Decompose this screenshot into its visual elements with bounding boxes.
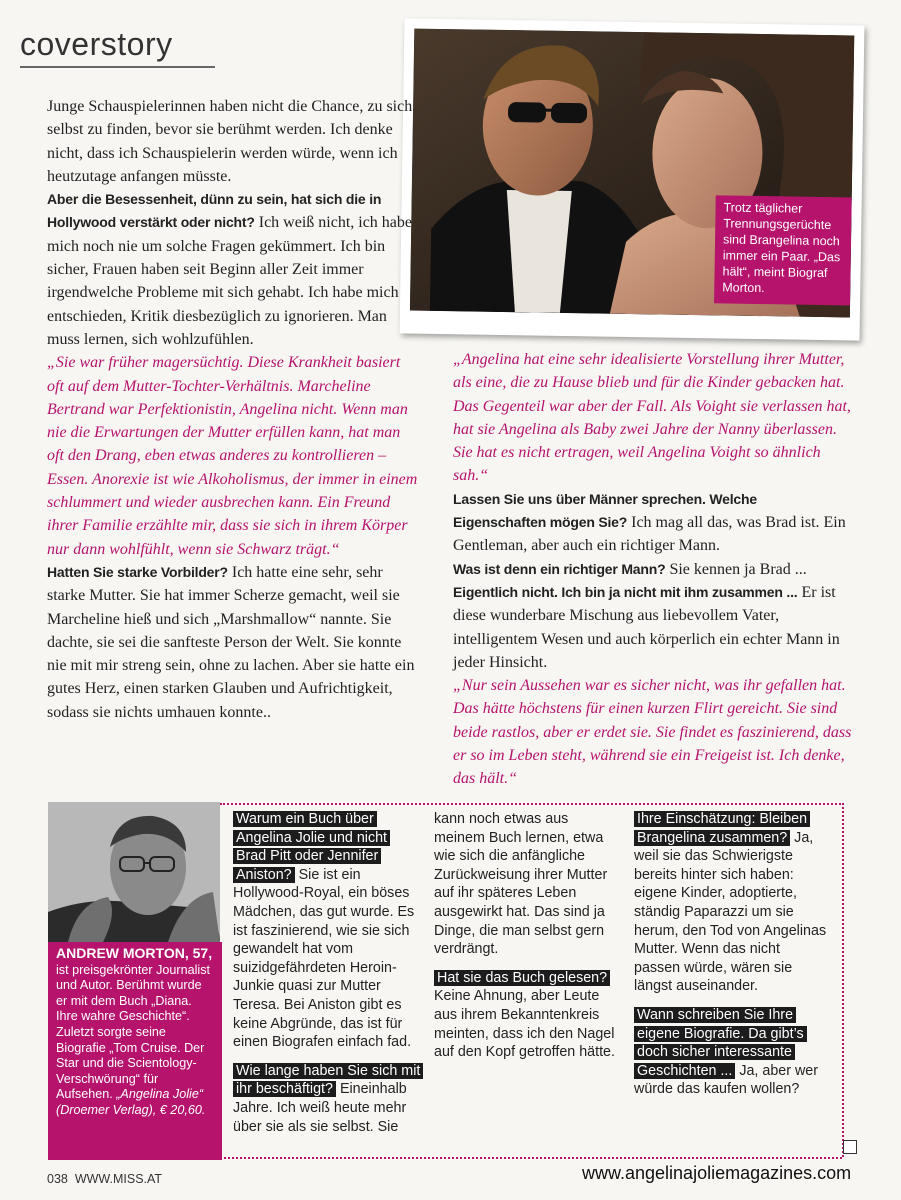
interview-box-bottom-border [220,1157,842,1159]
interview-column-3 [634,810,828,1099]
interview-question: Aber die Besessenheit, dünn zu sein, hat sich die in Hollywood verstärkt oder nicht? [47,191,382,231]
interview-question-highlight: Wie lange haben Sie sich mit ihr beschäftigt? [233,1063,423,1098]
interview-question: Was ist denn ein richtiger Mann? [453,560,666,577]
interview-item [434,969,622,1062]
page-footer [47,1172,162,1186]
pull-quote: „Sie war früher magersüchtig. Diese Krankheit basiert oft auf dem Mutter-Tochter-Verhältnis. Marcheline Bertrand war Perfektionistin, Angelina nicht. Wenn man nie die Erwartungen der Mutter erfüllen kann, hat man oft den Drang, eben etwas anderes zu kontrollieren – Essen. Anorexie ist wie Alkoholismus, der immer in einem schlummert und wieder ausbrechen kann. Ein Freund ihrer Familie erzählte mir, dass sie sich in ihrem Körper nur dann wohlfühlt, wenn sie Schwarz trägt.“ [47,354,418,558]
interview-answer: Eineinhalb Jahre. Ich weiß heute mehr über sie als sie selbst. Sie [233,1081,407,1135]
interview-item [233,810,421,1052]
interview-item [233,1062,421,1136]
interview-answer: Ich weiß nicht, ich habe mich noch nie um solche Fragen gekümmert. Ich bin sicher, Frauen haben seit Beginn aller Zeit immer irgendwelche Probleme mit sich gehabt. Ich habe mich entschieden, Kritik diesbezüglich zu ignorieren. Man muss lernen, sich wohlzufühlen. [47,214,413,348]
interview-answer: Sie ist ein Hollywood-Royal, ein böses Mädchen, das gut wurde. Es ist faszinierend, wie sie sich gewandelt hat vom suizidgefährdeten Heroin-Junkie quasi zur Mutter Teresa. Bei Aniston gibt es keine Abgründe, das ist für einen Biografen einfach fad. [233,866,415,1051]
pull-quote: „Nur sein Aussehen war es sicher nicht, was ihr gefallen hat. Das hätte höchstens für einen kurzen Flirt gereicht. Sie sind beide rastlos, aber er erdet sie. Sie findet es faszinierend, dass er so im Leben steht, während sie ein Freigeist ist. Ich denke, das hält.“ [453,677,852,788]
interview-question: Hatten Sie starke Vorbilder? [47,563,228,580]
book-info: „Angelina Jolie“ (Droemer Verlag), € 20,60. [56,1087,206,1117]
author-bio [48,942,222,1160]
interview-column-2 [434,810,622,1062]
article-paragraph [453,581,853,674]
section-title: coverstory [20,26,173,62]
article-paragraph [453,558,853,581]
article-paragraph [47,561,419,724]
article-column-right [453,348,853,791]
section-rule [20,66,215,68]
interview-answer: Ja, weil sie das Schwierigste bereits hinter sich haben: eigene Kinder, adoptierte, ständig Paparazzi um sie herum, den Tod von Angelinas Mutter. Wenn das nicht passen würde, wären sie längst auseinander. [634,829,827,995]
interview-answer: Sie kennen ja Brad ... [665,560,807,578]
magazine-site: WWW.MISS.AT [74,1172,163,1186]
interview-question-highlight: Ihre Einschätzung: Bleiben Brangelina zusammen? [634,811,810,846]
interview-item [634,1006,828,1099]
interview-answer-continued: kann noch etwas aus meinem Buch lernen, etwa wie sich die anfängliche Zurückweisung ihrer Mutter auf ihr späteres Leben ausgewirkt hat. Das sind ja Dinge, die man selbst gern verdrängt. [434,811,608,958]
interview-question: Lassen Sie uns über Männer sprechen. Welche Eigenschaften mögen Sie? [453,490,757,531]
interview-question-highlight: Warum ein Buch über Angelina Jolie und nicht Brad Pitt oder Jennifer Aniston? [233,811,390,883]
author-portrait [48,802,220,942]
article-paragraph [47,188,419,351]
interview-question: Eigentlich nicht. Ich bin ja nicht mit ihm zusammen ... [453,583,798,600]
author-portrait-illustration [48,802,220,942]
author-name: ANDREW MORTON, 57, [56,945,213,961]
interview-column-1 [233,810,421,1136]
page-number: 038 [47,1172,68,1186]
interview-answer: Ich hatte eine sehr, sehr starke Mutter. Sie hat immer Scherze gemacht, weil sie Marcheline hieß und sich „Marshmallow“ nannte. Sie dachte, sie sei die sanfteste Person der Welt. Sie konnte nie mit mir streng sein, ohne zu lachen. Aber sie hatte ein gutes Herz, einen starken Glauben und Aufrichtigkeit, sodass sie nichts umhauen konnte.. [47,563,415,721]
article-paragraph [453,488,853,558]
pull-quote: „Angelina hat eine sehr idealisierte Vorstellung ihrer Mutter, als eine, die zu Hause blieb und für die Kinder gebacken hat. Das Gegenteil war aber der Fall. Als Voight sie verlassen hat, hat sie Angelina als Baby zwei Jahre der Nanny überlassen. Sie hat es nicht ertragen, weil Angelina Voight so ähnlich sah.“ [453,351,851,485]
article-paragraph: Junge Schauspielerinnen haben nicht die Chance, zu sich selbst zu finden, bevor sie berühmt werden. Ich denke nicht, dass ich Schauspielerin werden würde, wenn ich heutzutage anfangen müsste. [47,98,413,185]
interview-answer: Ja, aber wer würde das kaufen wollen? [634,1062,818,1098]
interview-answer: Keine Ahnung, aber Leute aus ihrem Bekanntenkreis meinten, dass ich den Nagel auf den Kopf getroffen hätte. [434,988,615,1061]
article-column-left [47,95,419,724]
end-of-article-mark [843,1140,857,1154]
photo-caption: Trotz täglicher Trennungsgerüchte sind Brangelina noch immer ein Paar. „Das hält“, meint Biograf Morton. [714,195,852,305]
interview-question-highlight: Wann schreiben Sie Ihre eigene Biografie. Da gibt’s doch sicher interessante Geschichten ... [634,1007,807,1079]
author-bio-text: ist preisgekrönter Journalist und Autor. Berühmt wurde er mit dem Buch „Diana. Ihre wahre Geschichte“. Zuletzt sorgte seine Biografie „Tom Cruise. Der Star und die Scientology-Verschwörung“ für Aufsehen. [56,962,210,1102]
interview-answer: Ich mag all das, was Brad ist. Ein Gentleman, aber auch ein richtiger Mann. [453,514,846,555]
interview-item [634,810,828,996]
couple-photo [410,29,854,318]
watermark-url: www.angelinajoliemagazines.com [582,1163,852,1183]
interview-question-highlight: Hat sie das Buch gelesen? [434,970,610,986]
couple-photo-frame [400,18,865,340]
interview-answer: Er ist diese wunderbare Mischung aus liebevollem Vater, intelligentem Wesen und auch körperlich ein echter Mann in jeder Hinsicht. [453,583,840,671]
